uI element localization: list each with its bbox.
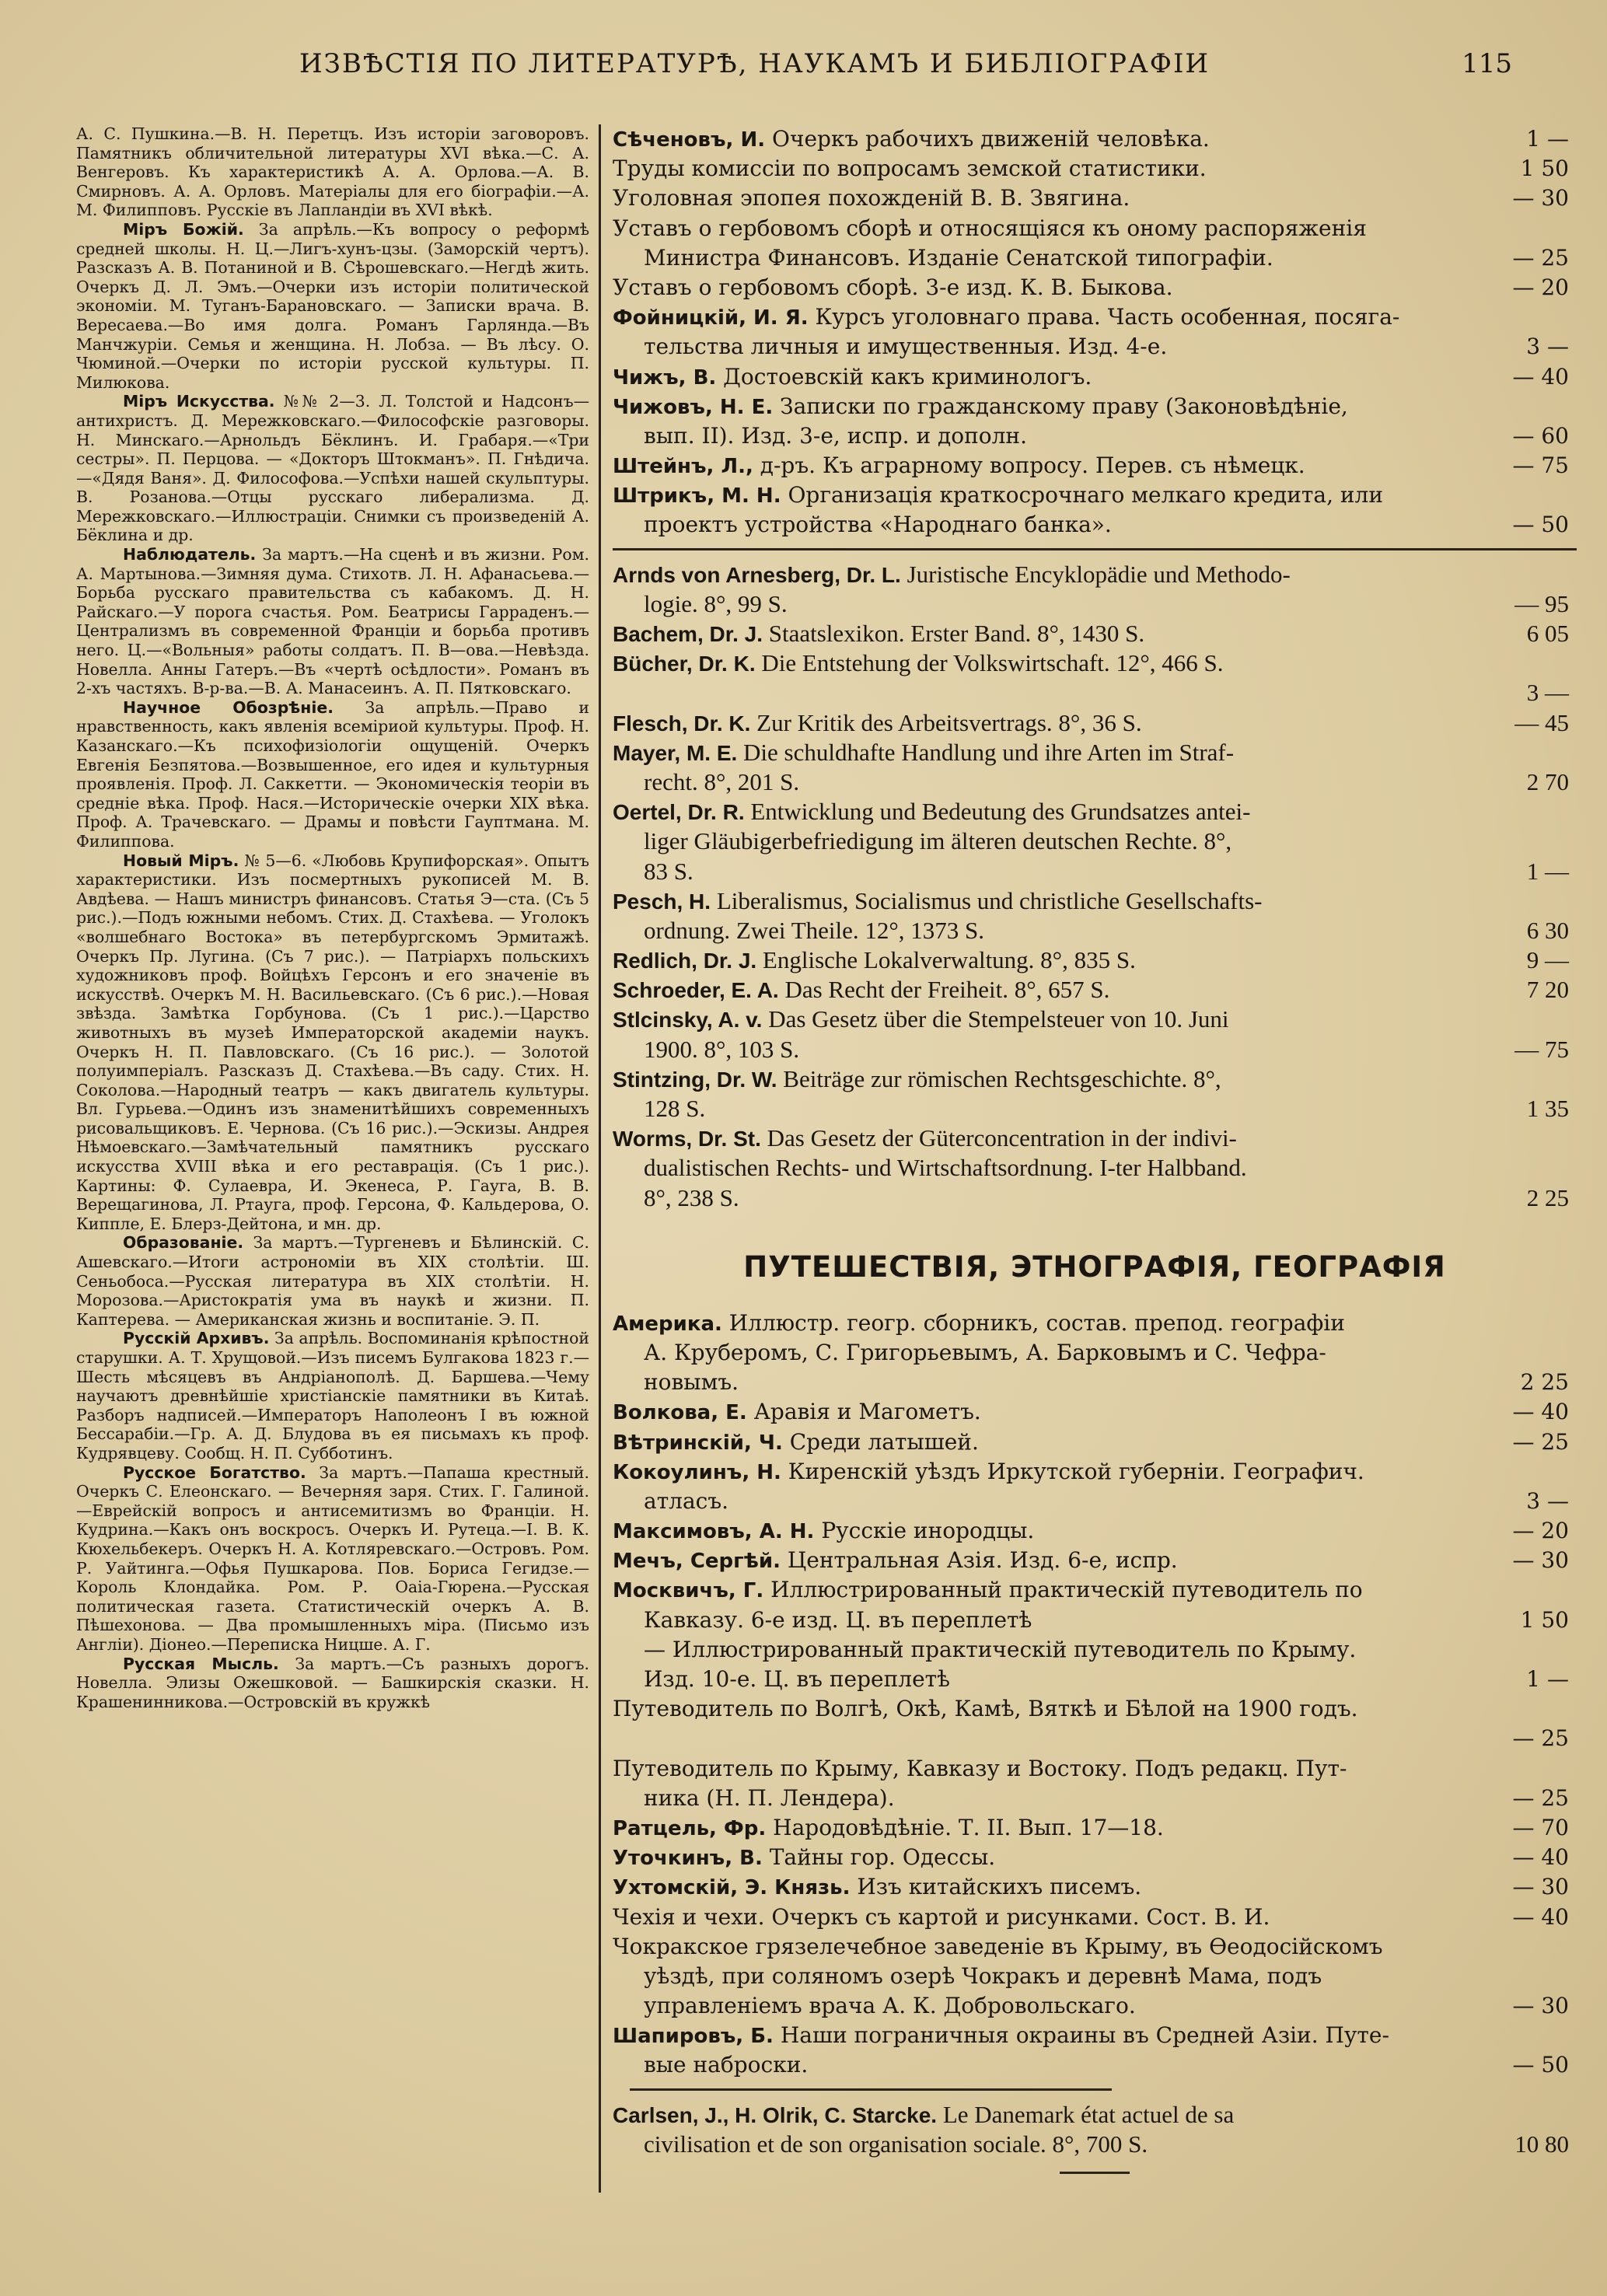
book-title: Иллюстр. геогр. сборникъ, состав. препод. географіи: [721, 1309, 1345, 1336]
periodical-entry: [76, 124, 589, 220]
book-price: — 75: [1512, 453, 1569, 479]
book-title: Записки по гражданскому праву (Законовѣдѣніе,: [773, 393, 1348, 419]
book-title: Уставъ о гербовомъ сборѣ. 3-е изд. К. В. Быкова.: [613, 274, 1173, 300]
book-title: управленіемъ врача А. К. Добровольскаго.: [644, 1993, 1136, 2019]
book-price: — 95: [1514, 589, 1569, 617]
book-entry-line: [613, 1962, 1577, 1991]
book-price: 6 30: [1526, 916, 1569, 944]
book-price: — 20: [1512, 1518, 1569, 1544]
book-title: Die schuldhafte Handlung und ihre Arten im Straf-: [737, 738, 1235, 766]
book-price: 6 05: [1526, 620, 1569, 647]
periodical-name: Русское Богатство.: [123, 1463, 306, 1482]
book-price: 2 70: [1526, 767, 1569, 795]
periodical-contents: За мартъ.—Папаша крестный. Очеркъ С. Елеонскаго. — Вечерняя заря. Стих. Г. Галиной.—Еврейскій вопросъ и антисемитизмъ во Франціи. Н. Кудрина.—Какъ онъ воскросъ. Очеркъ И. Рутеца.—I. В. К. Кюхельбекеръ. Очеркъ Н. А. Котляревскаго.—Островъ. Ром. Р. Уайтинга.—Офья Пушкарова. Пов. Бориса Гегидзе.—Король Клондайка. Ром. Р. Оаіа-Гюрена.—Русская политическая газета. Статистическій очеркъ А. В. Пѣшехонова. — Два промышленныхъ міра. (Письмо изъ Англіи). Діонео.—Переписка Ницше. А. Г.: [76, 1463, 589, 1654]
travel-titles-list: [613, 1309, 1577, 2081]
book-author: Штейнъ, Л.,: [613, 455, 753, 479]
book-entry-line: [613, 1546, 1577, 1575]
book-entry-line: [613, 708, 1577, 738]
periodical-contents: За мартъ.—Съ разныхъ дорогъ. Новелла. Элизы Ожешковой. — Башкирскія сказки. Н. Крашенинникова.—Островскій въ кружкѣ: [76, 1654, 589, 1711]
book-entry-line: [613, 886, 1577, 916]
book-entry-line: [613, 1784, 1577, 1813]
book-entry-line: [613, 1665, 1577, 1694]
book-price: — 60: [1512, 422, 1569, 449]
book-title: Liberalismus, Socialismus und christliche Gesellschafts-: [711, 886, 1263, 914]
book-price: — 45: [1514, 708, 1569, 736]
book-entry-line: [613, 1309, 1577, 1338]
periodicals-column: [76, 124, 589, 1711]
book-author: Carlsen, J., H. Olrik, C. Starcke.: [613, 2102, 938, 2127]
book-entry-line: [613, 2021, 1577, 2050]
periodical-contents: За апрѣль.—Право и нравственность, какъ явленія всеміриой культуры. Проф. Н. Казанскаго.—Къ психофизіологіи ощущеній. Очеркъ Евгенія Безпятова.—Возвышенное, его идея и культурныя проявленія. Проф. Л. Саккетти. — Экономическія теоріи въ средніе вѣка. Проф. Нася.—Историческіе очерки XIX вѣка. Проф. А. Трачевскаго. — Драмы и повѣсти Гауптмана. М. Филиппова.: [76, 697, 589, 851]
periodical-contents: № 5—6. «Любовь Крупифорская». Опытъ характеристики. Изъ посмертныхъ рукописей М. В. Авдѣева. — Нашъ министръ финансовъ. Статья Э—ста. (Съ 5 рис.).—Подъ южными небомъ. Стих. Д. Стахѣева. — Уголокъ «волшебнаго Востока» въ петербургскомъ Эрмитажѣ. Очеркъ Пр. Лугина. (Съ 7 рис.). — Патріархъ польскихъ художниковъ проф. Войцѣхъ Герсонъ и его значеніе въ искусствѣ. Очеркъ М. Н. Васильевскаго. (Съ 6 рис.).—Новая звѣзда. Замѣтка Горбунова. (Съ 1 рис.).—Царство животныхъ въ музеѣ Императорской академіи наукъ. Очеркъ Н. П. Павловскаго. (Съ 16 рис.). — Золотой полуимперіалъ. Разсказъ Д. Стахѣева.—Въ саду. Стих. Н. Соколова.—Народный театръ — какъ двигатель культуры. Вл. Гурьева.—Одинъ изъ знаменитѣйшихъ современныхъ рисовальщиковъ. Е. Чернова. (Съ 16 рис.).—Эскизы. Андрея Нѣмоевскаго.—Замѣчательный памятникъ русскаго искусства XVIII вѣка и его реставрація. (Съ 1 рис.). Картины: Ф. Сулаевра, И. Экенеса, Р. Гауга, В. В. Верещагинова, Л. Ртауга, проф. Герсона, Ф. Кальдерова, О. Киппле, Е. Блерз-Дейтона, и мн. др.: [76, 851, 589, 1233]
book-author: Сѣченовъ, И.: [613, 128, 766, 152]
book-title: Staatslexikon. Erster Band. 8°, 1430 S.: [762, 620, 1145, 647]
book-title: ника (Н. П. Лендера).: [644, 1784, 895, 1811]
periodical-entry: [76, 698, 589, 851]
running-title: ИЗВѢСТІЯ ПО ЛИТЕРАТУРѢ, НАУКАМЪ И БИБЛІОГРАФІИ: [299, 48, 1210, 79]
book-entry-line: [613, 1635, 1577, 1665]
book-author: Ратцель, Фр.: [613, 1816, 767, 1840]
book-price: — 30: [1512, 1993, 1569, 2019]
book-price: 1 50: [1520, 156, 1569, 182]
periodical-entry: [76, 1233, 589, 1329]
book-entry-line: [613, 2100, 1577, 2130]
book-author: Фойницкій, И. Я.: [613, 306, 809, 330]
periodical-contents: За апрѣль.—Къ вопросу о реформѣ средней школы. Н. Ц.—Лигъ-хунъ-цзы. (Заморскій чертъ). Разсказъ А. В. Потаниной и В. Сѣрошевскаго.—Негдѣ жить. Очеркъ Д. Л. Эмъ.—Очерки изъ исторіи политической экономіи. М. Туганъ-Барановскаго. — Записки врача. В. Вересаева.—Во имя долга. Романъ Гарлянда.—Въ Манчжуріи. Семья и женщина. Н. Лобза. — Въ лѣсу. О. Чюминой.—Очерки по исторіи русской культуры. П. Милюкова.: [76, 219, 589, 392]
book-title: Народовѣдѣніе. Т. II. Вып. 17—18.: [766, 1814, 1164, 1840]
book-entry-line: [613, 648, 1577, 678]
book-price: — 25: [1512, 1725, 1569, 1752]
book-title: Entwicklung und Bedeutung des Grundsatzes antei-: [744, 798, 1251, 826]
periodical-contents: А. С. Пушкина.—В. Н. Перетцъ. Изъ исторіи заговоровъ. Памятникъ обличительной литературы XVI вѣка.—С. А. Венгеровъ. Къ характеристикѣ А. А. Орлова.—А. В. Смирновъ. А. А. Орловъ. Матеріалы для его біографіи.—А. М. Филипповъ. Русскіе въ Лапландіи въ XVI вѣкѣ.: [76, 124, 589, 220]
book-author: Вѣтринскій, Ч.: [613, 1431, 783, 1455]
book-title: Кавказу. 6-е изд. Ц. въ переплетѣ: [644, 1606, 1032, 1633]
book-title: Juristische Encyklopädie und Methodo-: [900, 560, 1291, 588]
book-entry-line: [613, 975, 1577, 1005]
book-author: Worms, Dr. St.: [613, 1127, 761, 1151]
book-price: — 30: [1512, 1547, 1569, 1574]
book-entry-line: [613, 302, 1577, 332]
book-entry-line: [613, 1183, 1577, 1213]
periodical-entry: [76, 220, 589, 392]
book-author: Pesch, H.: [613, 889, 711, 914]
book-title: 128 S.: [644, 1095, 706, 1122]
book-entry-line: [613, 1368, 1577, 1397]
book-title: д-ръ. Къ аграрному вопросу. Перев. съ нѣмецк.: [753, 453, 1305, 479]
book-entry-line: [613, 124, 1577, 154]
book-entry-line: [613, 1991, 1577, 2021]
book-author: Москвичъ, Г.: [613, 1579, 764, 1603]
book-entry-line: [613, 481, 1577, 510]
book-entry-line: [613, 589, 1577, 619]
book-entry-line: [613, 560, 1577, 589]
book-entry-line: [613, 1005, 1577, 1034]
book-author: Кокоулинъ, Н.: [613, 1460, 781, 1484]
book-title: Уставъ о гербовомъ сборѣ и относящіяся къ оному распоряженія: [613, 215, 1367, 241]
periodical-entry: [76, 1655, 589, 1712]
periodical-name: Міръ Божій.: [123, 219, 244, 239]
book-title: уѣздѣ, при соляномъ озерѣ Чокракъ и деревнѣ Мама, подъ: [644, 1962, 1322, 1989]
book-entry-line: [613, 1694, 1577, 1724]
book-entry-line: [613, 451, 1577, 481]
book-entry-line: [613, 738, 1577, 767]
book-title: logie. 8°, 99 S.: [644, 589, 788, 617]
book-price: — 40: [1512, 1399, 1569, 1425]
periodical-contents: За апрѣль. Воспоминанія крѣпостной старушки. А. Т. Хрущовой.—Изъ писемъ Булгакова 1823 г.—Шесть мѣсяцевъ въ Андріанополѣ. Д. Баршева.—Чему научаютъ древнѣйшіе христіанскіе памятники въ Китаѣ. Разборъ надписей.—Императоръ Наполеонъ I въ южной Бессарабіи.—Гр. А. Д. Блудова въ ея письмахъ къ проф. Кудрявцеву. Сообщ. Н. П. Субботинъ.: [76, 1329, 589, 1463]
book-entry-line: [613, 183, 1577, 213]
book-title: Englische Lokalverwaltung. 8°, 835 S.: [756, 946, 1136, 974]
book-title: Аравія и Магометъ.: [746, 1399, 981, 1425]
periodical-entry: [76, 851, 589, 1234]
book-entry-line: [613, 1457, 1577, 1487]
book-title: liger Gläubigerbefriedigung im älteren deutschen Rechte. 8°,: [644, 827, 1232, 855]
book-author: Ухтомскій, Э. Князь.: [613, 1876, 851, 1900]
book-price: — 40: [1512, 1903, 1569, 1930]
book-title: 83 S.: [644, 857, 693, 885]
book-entry-line: [613, 1397, 1577, 1427]
book-entry-line: [613, 1338, 1577, 1368]
book-title: Иллюстрированный практическій путеводитель по: [763, 1577, 1363, 1603]
book-title: Изд. 10-е. Ц. въ переплетѣ: [644, 1666, 951, 1692]
section-divider-short: [630, 2088, 1112, 2091]
periodical-contents: №№ 2—3. Л. Толстой и Надсонъ—антихристъ. Д. Мережковскаго.—Философскіе разговоры. Н. Минскаго.—Арнольдъ Бёклинъ. И. Грабаря.—«Три сестры». П. Перцова. — «Докторъ Штокманъ». П. Гнѣдича.—«Дядя Ваня». Д. Философова.—Успѣхи нашей скульптуры. В. Розанова.—Отцы русскаго либерализма. Д. Мережковскаго.—Иллюстраціи. Снимки съ произведеній А. Бёклина и др.: [76, 392, 590, 545]
book-price: — 25: [1512, 1428, 1569, 1455]
book-title: Чокракское грязелечебное заведеніе въ Крыму, въ Ѳеодосійскомъ: [613, 1933, 1383, 1959]
book-entry-line: [613, 1516, 1577, 1546]
book-entry-line: [613, 1932, 1577, 1962]
book-author: Чижъ, В.: [613, 365, 717, 390]
book-title: Центральная Азія. Изд. 6-е, испр.: [780, 1547, 1178, 1574]
book-price: — 25: [1512, 1784, 1569, 1811]
book-author: Уточкинъ, В.: [613, 1847, 763, 1871]
book-entry-line: [613, 214, 1577, 243]
book-author: Arnds von Arnesberg, Dr. L.: [613, 562, 901, 587]
book-price: 1 35: [1526, 1095, 1569, 1122]
book-title: Курсъ уголовнаго права. Часть особенная, посяга-: [808, 304, 1400, 330]
book-author: Bachem, Dr. J.: [613, 622, 763, 646]
book-title: А. Круберомъ, С. Григорьевымъ, А. Барковымъ и С. Чефра-: [644, 1339, 1326, 1365]
book-title: Русскіе инородцы.: [814, 1518, 1035, 1544]
book-entry-line: [613, 273, 1577, 302]
book-author: Stlcinsky, A. v.: [613, 1008, 763, 1033]
bibliography-column: [613, 124, 1577, 2174]
book-title: атласъ.: [644, 1487, 729, 1514]
book-title: 8°, 238 S.: [644, 1183, 739, 1211]
book-author: Redlich, Dr. J.: [613, 949, 757, 973]
book-price: 1 —: [1526, 857, 1569, 885]
book-title: Путеводитель по Крыму, Кавказу и Востоку. Подъ редакц. Пут-: [613, 1755, 1347, 1781]
periodical-entry: [76, 392, 589, 545]
book-title: Уголовная эпопея похожденій В. В. Звягина.: [613, 185, 1130, 211]
german-titles-list: [613, 560, 1577, 1213]
book-entry-line: [613, 1903, 1577, 1932]
book-author: Штрикъ, М. Н.: [613, 484, 781, 508]
section-heading: ПУТЕШЕСТВІЯ, ЭТНОГРАФІЯ, ГЕОГРАФІЯ: [743, 1249, 1446, 1284]
book-title: Le Danemark état actuel de sa: [937, 2100, 1235, 2128]
book-entry-line: [613, 421, 1577, 451]
book-entry-line: [613, 1094, 1577, 1124]
russian-titles-list: [613, 124, 1577, 540]
book-entry-line: [613, 154, 1577, 183]
book-price: 2 25: [1526, 1183, 1569, 1211]
book-entry-line: [613, 1843, 1577, 1872]
book-author: Максимовъ, А. Н.: [613, 1520, 815, 1544]
column-divider: [599, 124, 601, 2193]
book-price: — 50: [1512, 2052, 1569, 2078]
periodical-name: Міръ Искусства.: [123, 392, 275, 411]
book-title: Чехія и чехи. Очеркъ съ картой и рисунками. Сост. В. И.: [613, 1903, 1270, 1930]
book-title: Труды комиссіи по вопросамъ земской статистики.: [613, 156, 1207, 182]
periodical-contents: За мартъ.—На сценѣ и въ жизни. Ром. А. Мартынова.—Зимняя дума. Стихотв. Л. Н. Афанасьева.—Борьба русскаго правительства съ кабакомъ. Д. Н. Райскаго.—У порога счастья. Ром. Беатрисы Гарраденъ.—Централизмъ въ современной Франціи и борьба противъ него. Ц.—«Вольныя» работы солдатъ. П. В—ова.—Невѣзда. Новелла. Анны Гатеръ.—Въ «чертѣ осѣдлости». Романъ въ 2-хъ частяхъ. В-р-ва.—В. А. Манасеинъ. А. П. Пятковскаго.: [76, 545, 589, 698]
book-title: Организація краткосрочнаго мелкаго кредита, или: [781, 482, 1384, 508]
book-author: Америка.: [613, 1312, 722, 1336]
book-author: Чижовъ, Н. Е.: [613, 395, 774, 419]
book-title: Das Gesetz der Güterconcentration in der indivi-: [760, 1124, 1237, 1152]
book-entry-line: [613, 1428, 1577, 1457]
periodical-name: Образованіе.: [123, 1233, 244, 1253]
book-price: — 25: [1512, 244, 1569, 271]
book-title: Изъ китайскихъ писемъ.: [850, 1874, 1142, 1900]
book-title: — Иллюстрированный практическій путеводитель по Крыму.: [644, 1636, 1357, 1662]
book-price: — 75: [1514, 1035, 1569, 1063]
book-title: ordnung. Zwei Theile. 12°, 1373 S.: [644, 916, 985, 944]
book-entry-line: [613, 916, 1577, 945]
book-title: civilisation et de son organisation sociale. 8°, 700 S.: [644, 2130, 1148, 2158]
book-title: recht. 8°, 201 S.: [644, 767, 800, 795]
book-title: Среди латышей.: [782, 1428, 979, 1455]
book-entry-line: [613, 510, 1577, 540]
book-title: Достоевскій какъ криминологъ.: [716, 363, 1092, 390]
book-entry-line: [613, 1064, 1577, 1094]
book-price: 3 —: [1526, 334, 1569, 360]
book-price: — 30: [1512, 1874, 1569, 1900]
book-price: 9 —: [1526, 946, 1569, 974]
book-entry-line: [613, 392, 1577, 421]
periodical-name: Русскій Архивъ.: [123, 1329, 270, 1348]
book-entry-line: [613, 1606, 1577, 1635]
book-price: 10 80: [1514, 2130, 1569, 2158]
book-title: Die Entstehung der Volkswirtschaft. 12°, 466 S.: [755, 649, 1224, 677]
book-entry-line: [613, 678, 1577, 708]
book-price: — 50: [1512, 512, 1569, 538]
periodical-name: Новый Міръ.: [123, 851, 239, 870]
book-entry-line: [613, 2130, 1577, 2159]
book-price: — 40: [1512, 363, 1569, 390]
book-price: 2 25: [1520, 1369, 1569, 1396]
periodical-name: Наблюдатель.: [123, 545, 257, 564]
book-entry-line: [613, 857, 1577, 886]
book-entry-line: [613, 1575, 1577, 1605]
book-title: Zur Kritik des Arbeitsvertrags. 8°, 36 S.: [750, 708, 1142, 736]
book-entry-line: [613, 1724, 1577, 1753]
book-title: Das Recht der Freiheit. 8°, 657 S.: [778, 976, 1110, 1004]
book-price: — 70: [1512, 1814, 1569, 1840]
book-title: Очеркъ рабочихъ движеній человѣка.: [765, 126, 1210, 152]
periodical-entry: [76, 545, 589, 698]
french-titles-list: [613, 2100, 1577, 2159]
book-price: 1 50: [1520, 1606, 1569, 1633]
book-entry-line: [613, 1124, 1577, 1153]
book-price: 3 —: [1526, 679, 1569, 707]
book-author: Schroeder, E. A.: [613, 978, 779, 1003]
periodical-name: Научное Обозрѣніе.: [123, 697, 334, 717]
book-entry-line: [613, 826, 1577, 856]
book-title: Das Gesetz über die Stempelsteuer von 10. Juni: [762, 1005, 1229, 1033]
book-entry-line: [613, 1813, 1577, 1843]
book-title: Наши пограничныя окраины въ Средней Азіи. Путе-: [773, 2022, 1389, 2049]
running-head: [299, 48, 1512, 87]
periodical-entry: [76, 1463, 589, 1655]
book-title: Beiträge zur römischen Rechtsgeschichte. 8°,: [777, 1064, 1221, 1092]
book-price: 3 —: [1526, 1487, 1569, 1514]
book-entry-line: [613, 797, 1577, 826]
section-divider: [613, 548, 1577, 550]
book-entry-line: [613, 945, 1577, 975]
book-author: Stintzing, Dr. W.: [613, 1067, 777, 1092]
book-title: Тайны гор. Одессы.: [762, 1844, 996, 1871]
book-entry-line: [613, 1153, 1577, 1183]
book-price: 7 20: [1526, 976, 1569, 1004]
book-title: Министра Финансовъ. Изданіе Сенатской типографіи.: [644, 244, 1273, 271]
book-title: Киренскій уѣздъ Иркутской губерніи. Географич.: [781, 1458, 1364, 1484]
book-title: проектъ устройства «Народнаго банка».: [644, 512, 1112, 538]
book-entry-line: [613, 1754, 1577, 1784]
book-entry-line: [613, 1487, 1577, 1516]
book-title: dualistischen Rechts- und Wirtschaftsordnung. I-ter Halbband.: [644, 1154, 1247, 1182]
book-author: Mayer, M. E.: [613, 740, 738, 765]
book-entry-line: [613, 767, 1577, 797]
book-author: Flesch, Dr. K.: [613, 711, 751, 736]
book-entry-line: [613, 1872, 1577, 1902]
end-rule: [1060, 2172, 1130, 2174]
book-entry-line: [613, 362, 1577, 392]
book-author: Oertel, Dr. R.: [613, 800, 745, 825]
book-title: Путеводитель по Волгѣ, Окѣ, Камѣ, Вяткѣ и Бѣлой на 1900 годъ.: [613, 1696, 1358, 1722]
book-author: Bücher, Dr. K.: [613, 652, 756, 676]
book-entry-line: [613, 332, 1577, 362]
periodical-contents: За мартъ.—Тургеневъ и Бѣлинскій. С. Ашевскаго.—Итоги астрономіи въ XIX столѣтіи. Ш. Сеньобоса.—Русская литература въ XIX столѣтіи. Н. Морозова.—Аристократія ума въ наукѣ и жизни. П. Каптерева. — Американская жизнь и воспитаніе. Э. П.: [76, 1233, 589, 1329]
book-title: тельства личныя и имущественныя. Изд. 4-е.: [644, 334, 1168, 360]
book-title: вып. II). Изд. 3-е, испр. и дополн.: [644, 422, 1027, 449]
periodical-entry: [76, 1329, 589, 1463]
book-entry-line: [613, 619, 1577, 648]
book-price: — 20: [1512, 274, 1569, 300]
book-author: Мечъ, Сергѣй.: [613, 1550, 781, 1574]
book-price: — 40: [1512, 1844, 1569, 1871]
book-entry-line: [613, 243, 1577, 273]
book-price: — 30: [1512, 185, 1569, 211]
book-author: Шапировъ, Б.: [613, 2025, 774, 2049]
periodical-name: Русская Мысль.: [123, 1654, 279, 1673]
book-entry-line: [613, 1035, 1577, 1064]
book-price: 1 —: [1526, 126, 1569, 152]
book-title: вые наброски.: [644, 2052, 809, 2078]
book-title: новымъ.: [644, 1369, 739, 1396]
book-author: Волкова, Е.: [613, 1401, 747, 1425]
book-entry-line: [613, 2050, 1577, 2080]
page-number: 115: [1462, 48, 1512, 79]
book-price: 1 —: [1526, 1666, 1569, 1692]
book-title: 1900. 8°, 103 S.: [644, 1035, 800, 1063]
